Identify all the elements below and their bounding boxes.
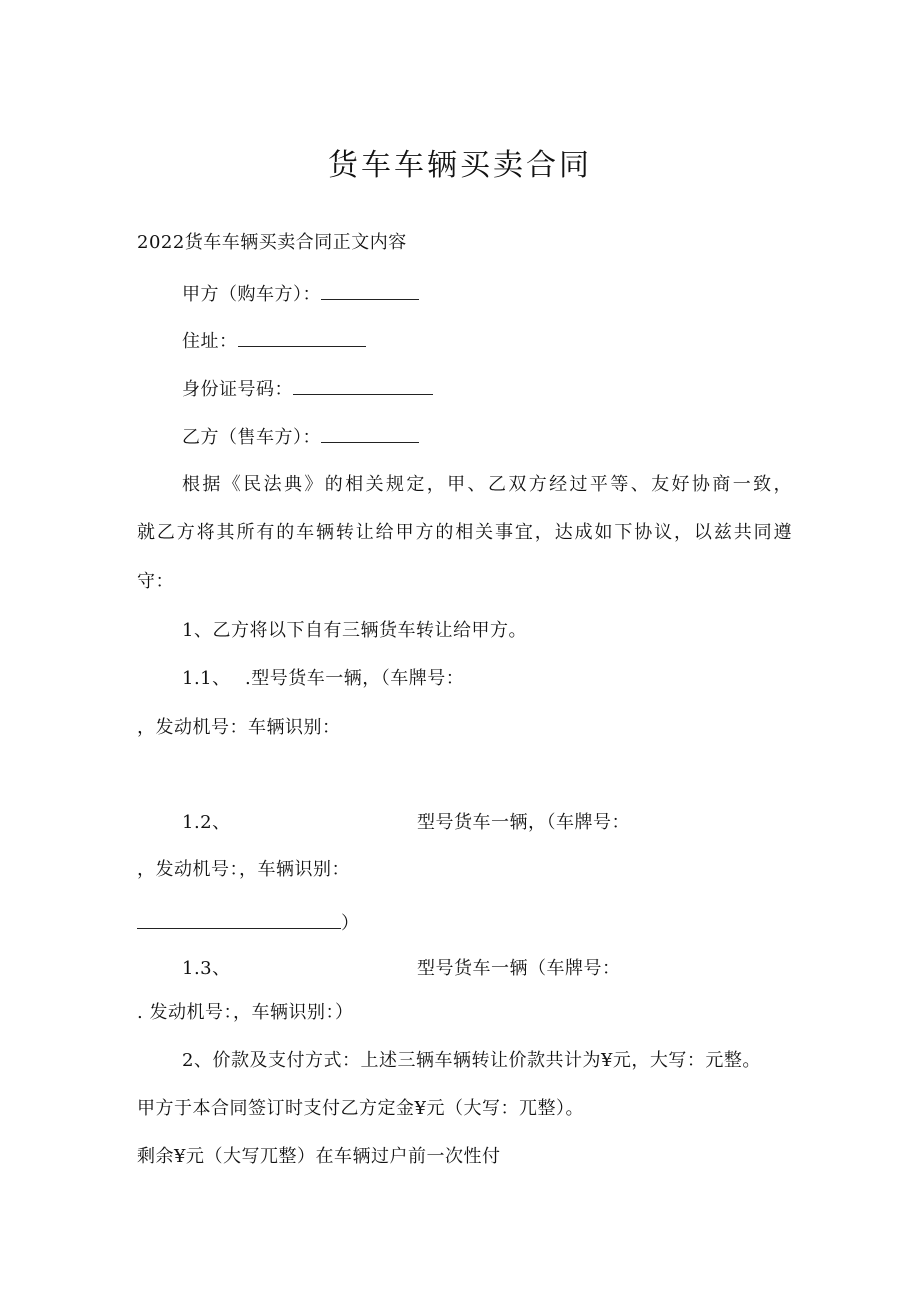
address-field (182, 328, 366, 354)
clause-1-2-line-2: ，发动机号：，车辆识别： (137, 859, 350, 880)
clause-1-2-blank (137, 910, 341, 929)
preamble-line-2: 就乙方将其所有的车辆转让给甲方的相关事宜，达成如下协议，以兹共同遵 (137, 522, 792, 543)
clause-1-heading: 1、乙方将以下自有三辆货车转让给甲方。 (182, 620, 527, 641)
id-number-field (182, 376, 433, 402)
party-b-blank (321, 424, 419, 443)
preamble-line-1: 根据《民法典》的相关规定，甲、乙双方经过平等、友好协商一致， (182, 474, 792, 495)
clause-2-line-2: 甲方于本合同签订时支付乙方定金¥元（大写：兀整）。 (137, 1098, 584, 1119)
clause-1-2-close: ） (341, 913, 360, 934)
clause-1-1-text: .型号货车一辆，（车牌号： (245, 668, 465, 689)
party-a-label: 甲方（购车方）： (182, 284, 321, 305)
clause-1-3-text: 型号货车一辆（车牌号： (417, 958, 621, 979)
document-subtitle: 2022货车车辆买卖合同正文内容 (137, 232, 407, 253)
clause-1-2-num: 1.2、 (182, 812, 231, 833)
party-b-field (182, 424, 419, 450)
party-b-label: 乙方（售车方）： (182, 427, 321, 448)
party-a-field (182, 281, 419, 307)
address-label: 住址： (182, 331, 238, 352)
clause-2-line-1: 2、价款及支付方式：上述三辆车辆转让价款共计为¥元，大写：元整。 (182, 1050, 761, 1071)
clause-1-3-line-2: . 发动机号：，车辆识别：） (137, 1002, 354, 1023)
clause-2-line-3: 剩余¥元（大写兀整）在车辆过户前一次性付 (137, 1146, 501, 1167)
party-a-blank (321, 281, 419, 300)
id-number-label: 身份证号码： (182, 379, 293, 400)
address-blank (238, 328, 366, 347)
clause-1-1-num: 1.1、 (182, 668, 231, 689)
id-number-blank (293, 376, 433, 395)
document-title: 货车车辆买卖合同 (328, 148, 592, 183)
clause-1-1-line-2: ，发动机号：车辆识别： (137, 717, 341, 738)
clause-1-3-num: 1.3、 (182, 958, 231, 979)
clause-1-2-text: 型号货车一辆，（车牌号： (417, 812, 630, 833)
clause-1-2-line-3 (137, 910, 360, 936)
preamble-line-3: 守： (137, 571, 174, 592)
